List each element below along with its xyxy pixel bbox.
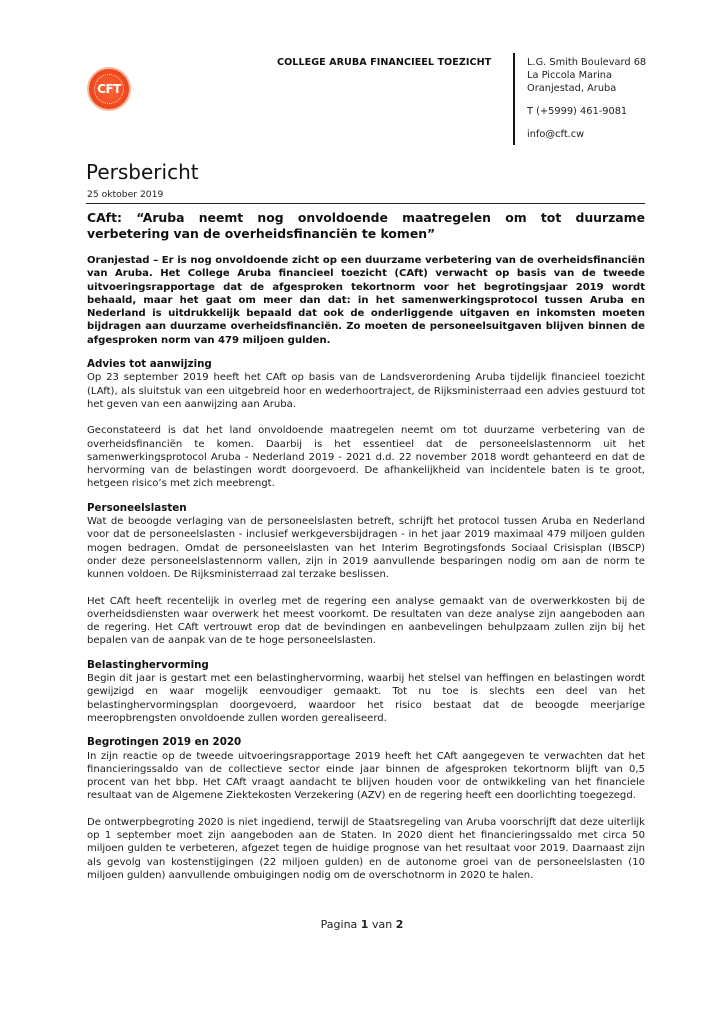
paragraph: Geconstateerd is dat het land onvoldoende maatregelen neemt om tot duurzame verbetering van de overheidsfinanciën te komen. Daarbij is het essentieel dat de personeelslastennorm uit het samenwerkingsprotocol Aruba - Nederland 2019 - 2021 d.d. 22 november 2018 wordt gehanteerd en dat de hervorming van de belastingen wordt doorgevoerd. De afhankelijkheid van incidentele baten is te groot, hetgeen risico’s met zich meebrengt.: [87, 425, 645, 490]
address-building: La Piccola Marina: [527, 70, 613, 81]
paragraph: Wat de beoogde verlaging van de personeelslasten betreft, schrijft het protocol tussen Aruba en Nederland voor dat de personeelslasten - inclusief werkgeversbijdragen - in het jaar 2019 maximaal 479 miljoen gulden mogen bedragen. Omdat de personeelslasten van het Interim Begrotingsfonds Sociaal Crisisplan (IBSCP) onder deze personeelslastennorm vallen, zijn in 2019 aanvullende besparingen nodig om aan de norm te kunnen voldoen. De Rijksministerraad zal terzake beslissen.: [87, 516, 645, 581]
cft-logo: [87, 67, 131, 111]
paragraph: In zijn reactie op de tweede uitvoeringsrapportage 2019 heeft het CAft aangegeven te verwachten dat het financieringssaldo van de collectieve sector einde jaar binnen de afgesproken tekortnorm blijft van 0,5 procent van het bbp. Het CAft vraagt aandacht te blijven houden voor de ontwikkeling van het financiele resultaat van de Algemene Ziektekosten Verzekering (AZV) en de regering heeft een doorlichting toegezegd.: [87, 750, 645, 802]
section-heading-advies: Advies tot aanwijzing: [87, 358, 212, 371]
paragraph: Op 23 september 2019 heeft het CAft op basis van de Landsverordening Aruba tijdelijk financieel toezicht (LAft), als sluitstuk van een uitgebreid hoor en wederhoortraject, de Rijksministerraad een advies gestuurd tot het geven van een aanwijzing aan Aruba.: [87, 372, 645, 410]
section-heading-belastinghervorming: Belastinghervorming: [87, 658, 209, 671]
address-city: Oranjestad, Aruba: [527, 83, 617, 94]
document-date: 25 oktober 2019: [87, 189, 164, 200]
paragraph: Begin dit jaar is gestart met een belastinghervorming, waarbij het stelsel van heffingen en belastingen wordt gewijzigd en waar mogelijk eenvoudiger gemaakt. Tot nu toe is slechts een deel van het belastinghervormingsplan doorgevoerd, waardoor het risico bestaat dat de beoogde meerjarige meeropbrengsten onvoldoende zullen worden gerealiseerd.: [87, 673, 645, 724]
header-divider: [513, 53, 515, 145]
press-headline: CAft: “Aruba neemt nog onvoldoende maatregelen om tot duurzame verbetering van de overheidsfinanciën te komen”: [87, 210, 645, 241]
total-page-number: 2: [395, 918, 404, 931]
address-street: L.G. Smith Boulevard 68: [527, 57, 647, 68]
title-divider: [86, 203, 645, 204]
contact-phone: T (+5999) 461-9081: [527, 106, 628, 117]
organization-name: COLLEGE ARUBA FINANCIEEL TOEZICHT: [277, 57, 492, 68]
document-type-title: Persbericht: [86, 160, 199, 184]
logo-text: CFT: [97, 82, 121, 96]
paragraph: De ontwerpbegroting 2020 is niet ingediend, terwijl de Staatsregeling van Aruba voorschrijft dat deze uiterlijk op 1 september moet zijn aangeboden aan de Staten. In 2020 dient het financieringssaldo met circa 50 miljoen gulden te verbeteren, afgezet tegen de huidige prognose van het resultaat voor 2019. Daarnaast zijn als gevolg van kostenstijgingen (22 miljoen gulden) en de autonome groei van de personeelslasten (10 miljoen gulden) aanvullende ombuigingen nodig om de overschotnorm in 2020 te halen.: [87, 816, 645, 881]
contact-email[interactable]: info@cft.cw: [527, 129, 585, 140]
contact-address: [527, 56, 646, 141]
paragraph: Het CAft heeft recentelijk in overleg met de regering een analyse gemaakt van de overwerkkosten bij de overheidsdiensten waar overwerk het meest voorkomt. De resultaten van deze analyse zijn aangeboden aan de regering. Het CAft vertrouwt erop dat de bevindingen en aanbevelingen behulpzaam zullen zijn bij het bepalen van de aanpak van de te hoge personeelslasten.: [87, 595, 645, 647]
page-label: Pagina: [320, 918, 358, 931]
of-label: van: [371, 918, 393, 931]
lead-paragraph: Oranjestad – Er is nog onvoldoende zicht op een duurzame verbetering van de overheidsfinanciën van Aruba. Het College Aruba financieel toezicht (CAft) verwacht op basis van de tweede uitvoeringsrapportage dat de afgesproken tekortnorm voor het begrotingsjaar 2019 wordt behaald, maar het gaat om meer dan dat: in het samenwerkingsprotocol tussen Aruba en Nederland is uitdrukkelijk bepaald dat ook de onderliggende uitgaven en inkomsten moeten bijdragen aan duurzame overheidsfinanciën. Zo moeten de personeelsuitgaven blijven binnen de afgesproken norm van 479 miljoen gulden.: [87, 255, 645, 346]
section-heading-personeelslasten: Personeelslasten: [87, 501, 187, 514]
current-page-number: 1: [360, 918, 369, 931]
article-body: [87, 254, 645, 882]
page-indicator: [0, 918, 724, 931]
section-heading-begrotingen: Begrotingen 2019 en 2020: [87, 736, 242, 749]
